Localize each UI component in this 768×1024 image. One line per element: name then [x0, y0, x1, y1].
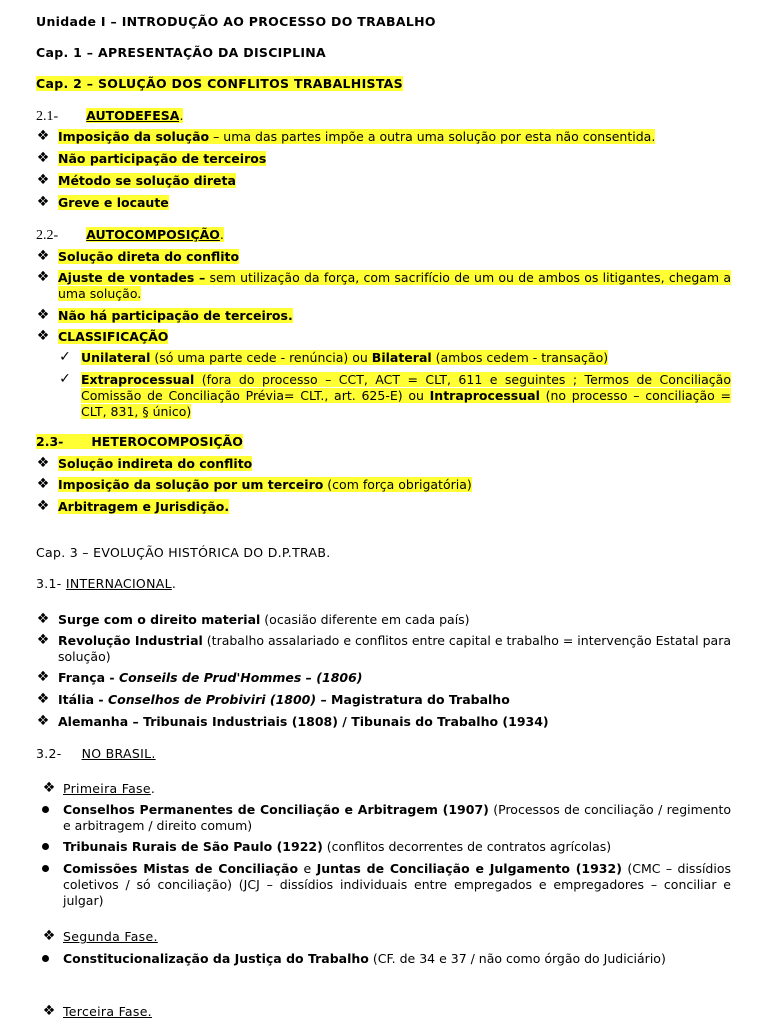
diamond-bullet-icon: ❖ — [36, 455, 50, 471]
list-item: Solução direta do conflito — [58, 249, 240, 264]
list-item: Surge com o direito material (ocasião diferente em cada país) — [58, 612, 470, 627]
bullet-dot-icon — [42, 843, 49, 850]
list-item: Imposição da solução – uma das partes impõe a outra uma solução por esta não consentida. — [58, 129, 656, 144]
diamond-bullet-icon: ❖ — [42, 928, 56, 944]
list-item: Não há participação de terceiros. — [58, 308, 293, 323]
diamond-bullet-icon: ❖ — [36, 632, 50, 648]
unit-title: Unidade I – INTRODUÇÃO AO PROCESSO DO TRABALHO — [36, 14, 436, 29]
diamond-bullet-icon: ❖ — [36, 328, 50, 344]
diamond-bullet-icon: ❖ — [36, 713, 50, 729]
list-item: Revolução Industrial (trabalho assalariado e conflitos entre capital e trabalho = intervenção Estatal para solução) — [58, 633, 731, 664]
diamond-bullet-icon: ❖ — [36, 691, 50, 707]
diamond-bullet-icon: ❖ — [36, 269, 50, 285]
chapter-1-title: Cap. 1 – APRESENTAÇÃO DA DISCIPLINA — [36, 45, 327, 60]
diamond-bullet-icon: ❖ — [36, 172, 50, 188]
chapter-2-title: Cap. 2 – SOLUÇÃO DOS CONFLITOS TRABALHISTAS — [36, 76, 403, 91]
list-item: Não participação de terceiros — [58, 151, 267, 166]
section-3-2-heading: 3.2- NO BRASIL. — [36, 746, 156, 761]
list-item: CLASSIFICAÇÃO — [58, 329, 169, 344]
check-icon: ✓ — [59, 371, 71, 387]
bullet-dot-icon — [42, 955, 49, 962]
section-2-2-heading: 2.2- AUTOCOMPOSIÇÃO. — [36, 227, 224, 243]
list-item: Solução indireta do conflito — [58, 456, 253, 471]
phase-1-heading: Primeira Fase. — [63, 781, 156, 796]
diamond-bullet-icon: ❖ — [36, 611, 50, 627]
diamond-bullet-icon: ❖ — [36, 307, 50, 323]
diamond-bullet-icon: ❖ — [36, 498, 50, 514]
diamond-bullet-icon: ❖ — [36, 669, 50, 685]
list-item: Greve e locaute — [58, 195, 169, 210]
phase-2-heading: Segunda Fase. — [63, 929, 158, 944]
list-item: Imposição da solução por um terceiro (com força obrigatória) — [58, 477, 472, 492]
diamond-bullet-icon: ❖ — [36, 476, 50, 492]
phase-3-heading: Terceira Fase. — [63, 1004, 152, 1019]
list-item: Itália - Conselhos de Probiviri (1800) – Magistratura do Trabalho — [58, 692, 510, 707]
list-item: Arbitragem e Jurisdição. — [58, 499, 230, 514]
diamond-bullet-icon: ❖ — [36, 248, 50, 264]
list-item: França - Conseils de Prud'Hommes – (1806) — [58, 670, 363, 685]
section-2-3-heading: 2.3- HETEROCOMPOSIÇÃO — [36, 434, 243, 449]
list-item: Ajuste de vontades – sem utilização da força, com sacrifício de um ou de ambos os litigantes, chegam a uma solução. — [58, 270, 731, 301]
classification-item: Extraprocessual (fora do processo – CCT, ACT = CLT, 611 e seguintes ; Termos de Conciliação Comissão de Conciliação Prévia= CLT., art. 625-E) ou Intraprocessual (no processo – conciliação = CLT, 831, § único) — [81, 372, 731, 419]
list-item: Constitucionalização da Justiça do Trabalho (CF. de 34 e 37 / não como órgão do Judiciário) — [63, 951, 666, 966]
section-3-1-heading: 3.1- INTERNACIONAL. — [36, 576, 177, 591]
diamond-bullet-icon: ❖ — [42, 1003, 56, 1019]
classification-item: Unilateral (só uma parte cede - renúncia) ou Bilateral (ambos cedem - transação) — [81, 350, 609, 365]
chapter-3-title: Cap. 3 – EVOLUÇÃO HISTÓRICA DO D.P.TRAB. — [36, 545, 331, 560]
diamond-bullet-icon: ❖ — [36, 150, 50, 166]
bullet-dot-icon — [42, 865, 49, 872]
list-item: Alemanha – Tribunais Industriais (1808) / Tibunais do Trabalho (1934) — [58, 714, 549, 729]
diamond-bullet-icon: ❖ — [42, 780, 56, 796]
list-item: Conselhos Permanentes de Conciliação e Arbitragem (1907) (Processos de conciliação / regimento e arbitragem / direito comum) — [63, 802, 731, 833]
diamond-bullet-icon: ❖ — [36, 128, 50, 144]
list-item: Comissões Mistas de Conciliação e Juntas de Conciliação e Julgamento (1932) (CMC – dissídios coletivos / só conciliação) (JCJ – dissídios individuais entre empregados e empregadores – conciliar e julgar) — [63, 861, 731, 908]
list-item: Método se solução direta — [58, 173, 236, 188]
bullet-dot-icon — [42, 806, 49, 813]
list-item: Tribunais Rurais de São Paulo (1922) (conflitos decorrentes de contratos agrícolas) — [63, 839, 612, 854]
check-icon: ✓ — [59, 349, 71, 365]
diamond-bullet-icon: ❖ — [36, 194, 50, 210]
section-2-1-heading: 2.1- AUTODEFESA. — [36, 108, 184, 124]
